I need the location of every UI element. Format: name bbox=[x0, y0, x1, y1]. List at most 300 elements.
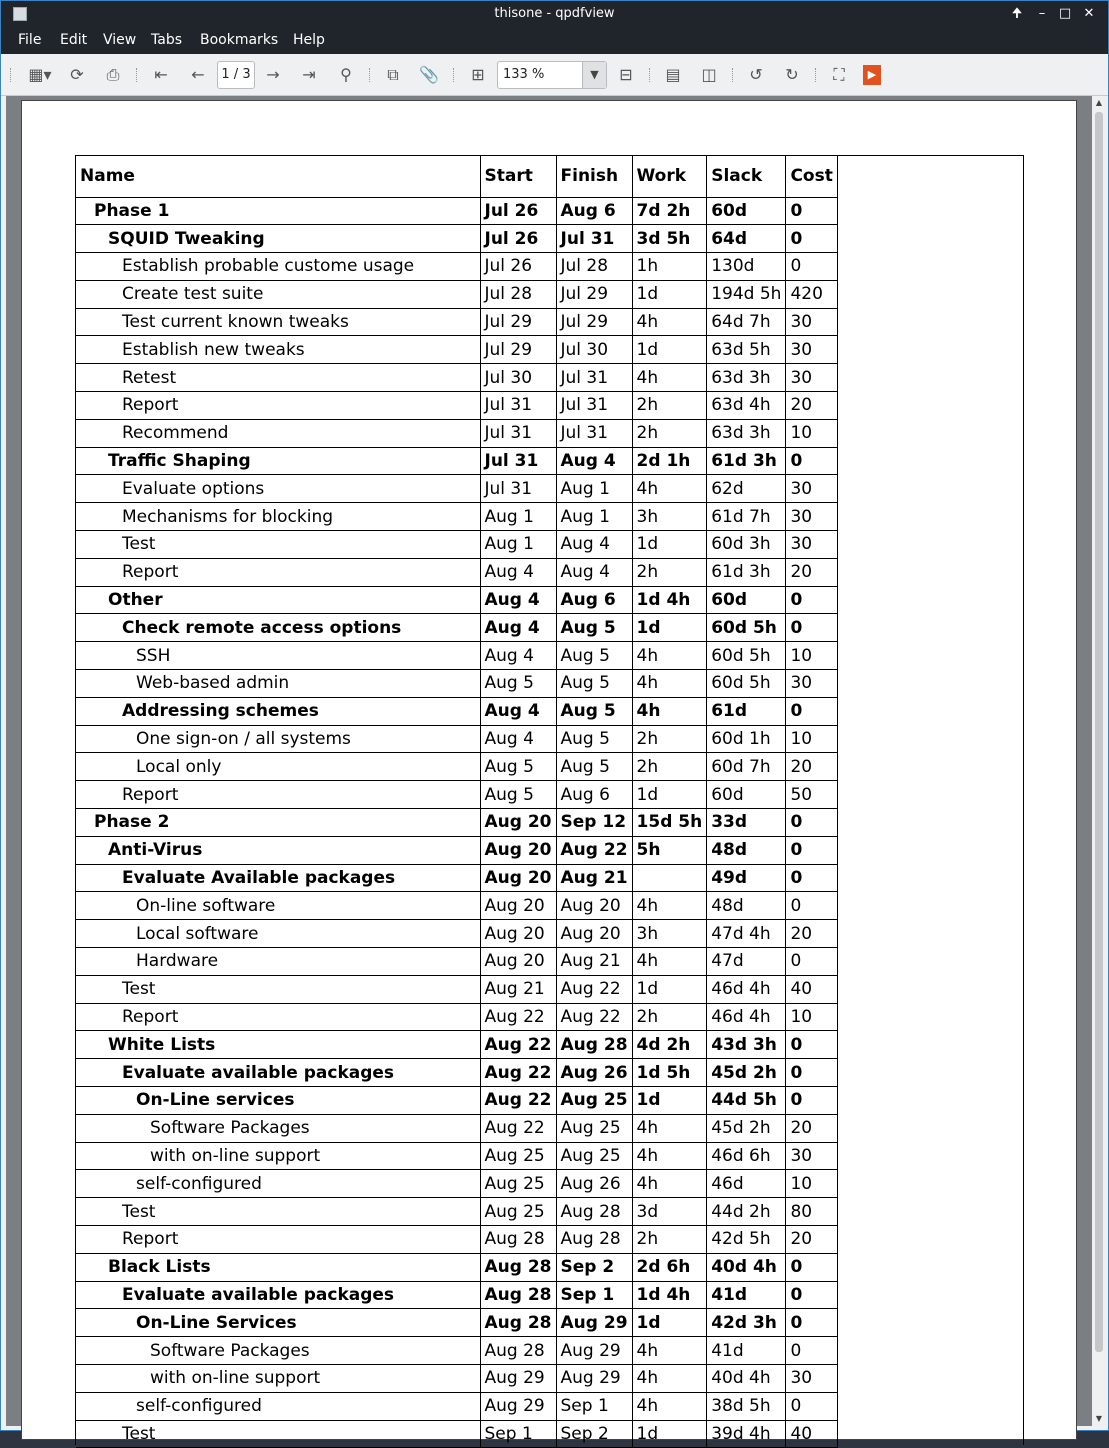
task-start-cell: Aug 4 bbox=[480, 697, 556, 725]
task-name-cell: SSH bbox=[76, 642, 480, 670]
task-name-cell: On-Line Services bbox=[76, 1309, 480, 1337]
task-cost-cell: 0 bbox=[786, 1253, 837, 1281]
task-start-cell: Aug 22 bbox=[480, 1031, 556, 1059]
zoom-out-icon[interactable]: ⊟ bbox=[619, 65, 633, 84]
task-start-cell: Aug 22 bbox=[480, 1114, 556, 1142]
table-row bbox=[76, 253, 837, 281]
task-slack-cell: 46d bbox=[707, 1170, 786, 1198]
task-name-cell: Web-based admin bbox=[76, 670, 480, 698]
task-finish-cell: Jul 29 bbox=[556, 280, 632, 308]
fullscreen-icon[interactable]: ⛶ bbox=[833, 65, 845, 84]
task-cost-cell: 30 bbox=[786, 670, 837, 698]
task-start-cell: Aug 25 bbox=[480, 1170, 556, 1198]
task-finish-cell: Aug 5 bbox=[556, 642, 632, 670]
zoom-select[interactable] bbox=[497, 61, 607, 89]
task-work-cell: 2h bbox=[632, 725, 707, 753]
task-cost-cell: 0 bbox=[786, 1337, 837, 1365]
task-finish-cell: Aug 22 bbox=[556, 836, 632, 864]
task-name-cell: Traffic Shaping bbox=[76, 447, 480, 475]
task-name-cell: Test bbox=[76, 1420, 480, 1448]
task-slack-cell: 60d bbox=[707, 586, 786, 614]
task-start-cell: Aug 28 bbox=[480, 1281, 556, 1309]
task-slack-cell: 60d bbox=[707, 197, 786, 225]
task-name-cell: self-configured bbox=[76, 1392, 480, 1420]
task-slack-cell: 46d 4h bbox=[707, 975, 786, 1003]
task-slack-cell: 46d 4h bbox=[707, 1003, 786, 1031]
task-work-cell: 2h bbox=[632, 558, 707, 586]
task-work-cell: 2h bbox=[632, 1225, 707, 1253]
task-name-cell: Evaluate Available packages bbox=[76, 864, 480, 892]
task-finish-cell: Jul 31 bbox=[556, 419, 632, 447]
search-icon[interactable]: ⚲ bbox=[340, 65, 352, 84]
task-name-cell: Evaluate available packages bbox=[76, 1059, 480, 1087]
task-cost-cell: 20 bbox=[786, 920, 837, 948]
task-work-cell: 4d 2h bbox=[632, 1031, 707, 1059]
task-cost-cell: 0 bbox=[786, 1281, 837, 1309]
task-cost-cell: 10 bbox=[786, 642, 837, 670]
toolbar-separator bbox=[369, 68, 371, 82]
table-row bbox=[76, 642, 837, 670]
task-slack-cell: 63d 4h bbox=[707, 392, 786, 420]
table-row bbox=[76, 725, 837, 753]
toolbar-separator bbox=[453, 68, 455, 82]
table-row bbox=[76, 336, 837, 364]
task-work-cell: 4h bbox=[632, 1170, 707, 1198]
task-cost-cell: 420 bbox=[786, 280, 837, 308]
column-header-start: Start bbox=[480, 156, 556, 197]
task-work-cell: 5h bbox=[632, 836, 707, 864]
task-cost-cell: 0 bbox=[786, 836, 837, 864]
task-finish-cell: Aug 1 bbox=[556, 475, 632, 503]
task-name-cell: Mechanisms for blocking bbox=[76, 503, 480, 531]
table-row bbox=[76, 1087, 837, 1115]
table-row bbox=[76, 475, 837, 503]
table-row bbox=[76, 975, 837, 1003]
task-slack-cell: 45d 2h bbox=[707, 1114, 786, 1142]
column-header-name: Name bbox=[76, 156, 480, 197]
task-cost-cell: 0 bbox=[786, 697, 837, 725]
task-finish-cell: Aug 6 bbox=[556, 586, 632, 614]
task-name-cell: Report bbox=[76, 1225, 480, 1253]
task-start-cell: Aug 20 bbox=[480, 864, 556, 892]
previous-page-icon[interactable]: ← bbox=[191, 65, 205, 84]
task-slack-cell: 41d bbox=[707, 1337, 786, 1365]
task-start-cell: Jul 31 bbox=[480, 475, 556, 503]
task-work-cell: 4h bbox=[632, 892, 707, 920]
task-cost-cell: 0 bbox=[786, 586, 837, 614]
task-start-cell: Aug 5 bbox=[480, 670, 556, 698]
task-slack-cell: 46d 6h bbox=[707, 1142, 786, 1170]
scroll-down-icon[interactable]: ▼ bbox=[1095, 1414, 1103, 1423]
refresh-icon[interactable]: ⟳ bbox=[70, 65, 84, 84]
task-start-cell: Aug 4 bbox=[480, 642, 556, 670]
column-header-cost: Cost bbox=[786, 156, 837, 197]
task-cost-cell: 50 bbox=[786, 781, 837, 809]
task-slack-cell: 60d 1h bbox=[707, 725, 786, 753]
table-row bbox=[76, 1170, 837, 1198]
task-name-cell: Check remote access options bbox=[76, 614, 480, 642]
task-slack-cell: 44d 5h bbox=[707, 1087, 786, 1115]
two-page-layout-icon[interactable]: ◫ bbox=[701, 65, 717, 84]
task-name-cell: Test current known tweaks bbox=[76, 308, 480, 336]
close-icon[interactable]: ✕ bbox=[1083, 6, 1095, 21]
task-name-cell: with on-line support bbox=[76, 1142, 480, 1170]
table-row bbox=[76, 1281, 837, 1309]
task-work-cell: 2d 6h bbox=[632, 1253, 707, 1281]
vertical-scrollbar[interactable] bbox=[1092, 96, 1106, 1426]
table-row bbox=[76, 419, 837, 447]
task-work-cell: 1d bbox=[632, 336, 707, 364]
task-cost-cell: 0 bbox=[786, 809, 837, 837]
menu-file[interactable]: File bbox=[18, 32, 42, 48]
task-start-cell: Aug 4 bbox=[480, 614, 556, 642]
task-finish-cell: Aug 29 bbox=[556, 1337, 632, 1365]
task-work-cell: 1d bbox=[632, 614, 707, 642]
task-finish-cell: Aug 20 bbox=[556, 892, 632, 920]
task-work-cell: 1d 4h bbox=[632, 1281, 707, 1309]
print-icon[interactable]: ⎙ bbox=[106, 65, 120, 84]
task-start-cell: Aug 4 bbox=[480, 586, 556, 614]
task-work-cell: 2h bbox=[632, 419, 707, 447]
task-start-cell: Aug 1 bbox=[480, 531, 556, 559]
task-finish-cell: Aug 1 bbox=[556, 503, 632, 531]
task-slack-cell: 62d bbox=[707, 475, 786, 503]
task-work-cell: 3h bbox=[632, 503, 707, 531]
task-slack-cell: 40d 4h bbox=[707, 1253, 786, 1281]
task-cost-cell: 30 bbox=[786, 1142, 837, 1170]
task-name-cell: On-Line services bbox=[76, 1087, 480, 1115]
task-slack-cell: 64d 7h bbox=[707, 308, 786, 336]
table-row bbox=[76, 892, 837, 920]
task-start-cell: Aug 5 bbox=[480, 781, 556, 809]
task-finish-cell: Aug 26 bbox=[556, 1170, 632, 1198]
task-finish-cell: Aug 5 bbox=[556, 614, 632, 642]
task-cost-cell: 20 bbox=[786, 558, 837, 586]
task-name-cell: Recommend bbox=[76, 419, 480, 447]
task-slack-cell: 45d 2h bbox=[707, 1059, 786, 1087]
first-page-icon[interactable]: ⇤ bbox=[154, 65, 168, 84]
table-row bbox=[76, 920, 837, 948]
task-work-cell: 3d 5h bbox=[632, 225, 707, 253]
task-cost-cell: 20 bbox=[786, 1225, 837, 1253]
task-start-cell: Aug 20 bbox=[480, 809, 556, 837]
task-slack-cell: 60d 5h bbox=[707, 670, 786, 698]
open-menu-icon[interactable]: ▦▾ bbox=[28, 65, 52, 84]
task-name-cell: Black Lists bbox=[76, 1253, 480, 1281]
table-row bbox=[76, 697, 837, 725]
task-cost-cell: 0 bbox=[786, 447, 837, 475]
last-page-icon[interactable]: ⇥ bbox=[302, 65, 316, 84]
task-slack-cell: 60d 5h bbox=[707, 642, 786, 670]
task-finish-cell: Aug 26 bbox=[556, 1059, 632, 1087]
task-start-cell: Jul 31 bbox=[480, 447, 556, 475]
task-finish-cell: Aug 29 bbox=[556, 1309, 632, 1337]
task-slack-cell: 63d 3h bbox=[707, 364, 786, 392]
task-name-cell: Addressing schemes bbox=[76, 697, 480, 725]
window-title: thisone - qpdfview bbox=[494, 6, 615, 21]
toolbar-separator bbox=[136, 68, 138, 82]
task-slack-cell: 38d 5h bbox=[707, 1392, 786, 1420]
task-work-cell: 1d bbox=[632, 531, 707, 559]
task-cost-cell: 30 bbox=[786, 531, 837, 559]
task-work-cell: 4h bbox=[632, 1392, 707, 1420]
task-slack-cell: 61d bbox=[707, 697, 786, 725]
task-cost-cell: 0 bbox=[786, 864, 837, 892]
task-name-cell: Retest bbox=[76, 364, 480, 392]
task-slack-cell: 41d bbox=[707, 1281, 786, 1309]
task-slack-cell: 64d bbox=[707, 225, 786, 253]
task-slack-cell: 43d 3h bbox=[707, 1031, 786, 1059]
task-start-cell: Jul 29 bbox=[480, 308, 556, 336]
task-work-cell: 4h bbox=[632, 670, 707, 698]
column-header-slack: Slack bbox=[707, 156, 786, 197]
task-cost-cell: 10 bbox=[786, 419, 837, 447]
task-name-cell: Hardware bbox=[76, 948, 480, 976]
task-table bbox=[76, 156, 838, 1448]
task-cost-cell: 0 bbox=[786, 614, 837, 642]
task-cost-cell: 0 bbox=[786, 253, 837, 281]
table-row bbox=[76, 1420, 837, 1448]
task-name-cell: Report bbox=[76, 558, 480, 586]
task-start-cell: Sep 1 bbox=[480, 1420, 556, 1448]
task-start-cell: Jul 31 bbox=[480, 419, 556, 447]
task-finish-cell: Aug 25 bbox=[556, 1142, 632, 1170]
task-cost-cell: 10 bbox=[786, 725, 837, 753]
rotate-right-icon[interactable]: ↻ bbox=[785, 65, 799, 84]
task-slack-cell: 47d bbox=[707, 948, 786, 976]
task-start-cell: Aug 20 bbox=[480, 948, 556, 976]
menu-edit[interactable]: Edit bbox=[60, 32, 88, 48]
task-finish-cell: Aug 28 bbox=[556, 1031, 632, 1059]
task-slack-cell: 61d 3h bbox=[707, 447, 786, 475]
task-start-cell: Aug 25 bbox=[480, 1142, 556, 1170]
task-slack-cell: 60d 5h bbox=[707, 614, 786, 642]
toolbar-separator bbox=[10, 68, 12, 82]
task-finish-cell: Aug 29 bbox=[556, 1364, 632, 1392]
title-bar bbox=[1, 1, 1108, 27]
table-row bbox=[76, 392, 837, 420]
task-cost-cell: 0 bbox=[786, 1309, 837, 1337]
task-slack-cell: 61d 3h bbox=[707, 558, 786, 586]
task-finish-cell: Aug 22 bbox=[556, 975, 632, 1003]
scroll-up-icon[interactable]: ▲ bbox=[1095, 98, 1103, 107]
task-finish-cell: Aug 5 bbox=[556, 697, 632, 725]
task-slack-cell: 47d 4h bbox=[707, 920, 786, 948]
task-start-cell: Aug 4 bbox=[480, 725, 556, 753]
task-work-cell: 15d 5h bbox=[632, 809, 707, 837]
task-start-cell: Jul 26 bbox=[480, 253, 556, 281]
attachment-icon[interactable]: 📎 bbox=[419, 65, 439, 84]
task-work-cell: 1d bbox=[632, 781, 707, 809]
task-name-cell: White Lists bbox=[76, 1031, 480, 1059]
table-row bbox=[76, 308, 837, 336]
task-start-cell: Aug 1 bbox=[480, 503, 556, 531]
task-finish-cell: Sep 12 bbox=[556, 809, 632, 837]
task-name-cell: On-line software bbox=[76, 892, 480, 920]
toolbar-separator bbox=[732, 68, 734, 82]
toolbar-separator bbox=[815, 68, 817, 82]
keep-above-icon[interactable]: 🠉 bbox=[1011, 6, 1023, 21]
task-finish-cell: Sep 2 bbox=[556, 1420, 632, 1448]
task-start-cell: Aug 28 bbox=[480, 1309, 556, 1337]
page-number-input[interactable]: 1 / 3 bbox=[217, 61, 255, 89]
task-cost-cell: 0 bbox=[786, 225, 837, 253]
table-row bbox=[76, 447, 837, 475]
task-work-cell: 4h bbox=[632, 1142, 707, 1170]
task-slack-cell: 48d bbox=[707, 892, 786, 920]
table-row bbox=[76, 1031, 837, 1059]
task-start-cell: Aug 20 bbox=[480, 892, 556, 920]
zoom-value: 133 % bbox=[503, 67, 545, 82]
task-finish-cell: Sep 2 bbox=[556, 1253, 632, 1281]
toolbar-separator bbox=[649, 68, 651, 82]
document-viewport[interactable] bbox=[6, 96, 1092, 1444]
task-name-cell: Local only bbox=[76, 753, 480, 781]
task-start-cell: Jul 26 bbox=[480, 225, 556, 253]
task-finish-cell: Aug 25 bbox=[556, 1087, 632, 1115]
task-cost-cell: 30 bbox=[786, 364, 837, 392]
task-work-cell: 4h bbox=[632, 948, 707, 976]
task-start-cell: Aug 28 bbox=[480, 1337, 556, 1365]
task-cost-cell: 0 bbox=[786, 1031, 837, 1059]
task-cost-cell: 10 bbox=[786, 1170, 837, 1198]
task-name-cell: Create test suite bbox=[76, 280, 480, 308]
task-finish-cell: Aug 21 bbox=[556, 948, 632, 976]
task-work-cell: 1d bbox=[632, 1420, 707, 1448]
task-finish-cell: Jul 28 bbox=[556, 253, 632, 281]
table-row bbox=[76, 1392, 837, 1420]
task-start-cell: Jul 31 bbox=[480, 392, 556, 420]
maximize-icon[interactable]: □ bbox=[1058, 6, 1072, 21]
task-slack-cell: 44d 2h bbox=[707, 1198, 786, 1226]
task-name-cell: Report bbox=[76, 392, 480, 420]
task-finish-cell: Aug 6 bbox=[556, 197, 632, 225]
task-finish-cell: Aug 4 bbox=[556, 447, 632, 475]
table-row bbox=[76, 280, 837, 308]
toolbar bbox=[1, 54, 1108, 96]
task-name-cell: Evaluate available packages bbox=[76, 1281, 480, 1309]
task-cost-cell: 30 bbox=[786, 308, 837, 336]
pdf-page bbox=[21, 100, 1077, 1444]
task-start-cell: Aug 21 bbox=[480, 975, 556, 1003]
task-name-cell: Establish new tweaks bbox=[76, 336, 480, 364]
task-finish-cell: Jul 31 bbox=[556, 364, 632, 392]
task-cost-cell: 0 bbox=[786, 1059, 837, 1087]
menu-bookmarks[interactable]: Bookmarks bbox=[200, 32, 279, 48]
task-work-cell: 4h bbox=[632, 1337, 707, 1365]
task-name-cell: Phase 2 bbox=[76, 809, 480, 837]
task-start-cell: Aug 22 bbox=[480, 1003, 556, 1031]
table-row bbox=[76, 558, 837, 586]
task-name-cell: Other bbox=[76, 586, 480, 614]
presentation-icon[interactable]: ▶ bbox=[863, 65, 881, 85]
task-name-cell: Phase 1 bbox=[76, 197, 480, 225]
task-cost-cell: 30 bbox=[786, 503, 837, 531]
task-work-cell: 4h bbox=[632, 1114, 707, 1142]
table-row bbox=[76, 1364, 837, 1392]
task-start-cell: Jul 28 bbox=[480, 280, 556, 308]
table-row bbox=[76, 1059, 837, 1087]
task-cost-cell: 0 bbox=[786, 197, 837, 225]
single-page-layout-icon[interactable]: ▤ bbox=[665, 65, 681, 84]
task-start-cell: Aug 28 bbox=[480, 1253, 556, 1281]
zoom-in-icon[interactable]: ⊞ bbox=[471, 65, 485, 84]
task-start-cell: Jul 30 bbox=[480, 364, 556, 392]
scrollbar-thumb[interactable] bbox=[1095, 112, 1103, 1352]
task-slack-cell: 39d 4h bbox=[707, 1420, 786, 1448]
task-name-cell: Software Packages bbox=[76, 1337, 480, 1365]
next-page-icon[interactable]: → bbox=[266, 65, 280, 84]
chevron-down-icon[interactable]: ▼ bbox=[582, 62, 606, 88]
task-work-cell: 4h bbox=[632, 364, 707, 392]
task-slack-cell: 33d bbox=[707, 809, 786, 837]
task-work-cell: 3h bbox=[632, 920, 707, 948]
copy-icon[interactable]: ⧉ bbox=[387, 65, 399, 84]
table-row bbox=[76, 503, 837, 531]
menu-tabs[interactable]: Tabs bbox=[151, 32, 182, 48]
table-row bbox=[76, 1114, 837, 1142]
task-name-cell: Software Packages bbox=[76, 1114, 480, 1142]
menu-help[interactable]: Help bbox=[293, 32, 325, 48]
table-row bbox=[76, 364, 837, 392]
rotate-left-icon[interactable]: ↺ bbox=[749, 65, 763, 84]
task-slack-cell: 63d 3h bbox=[707, 419, 786, 447]
task-finish-cell: Jul 31 bbox=[556, 225, 632, 253]
task-cost-cell: 0 bbox=[786, 892, 837, 920]
task-start-cell: Aug 22 bbox=[480, 1087, 556, 1115]
task-finish-cell: Sep 1 bbox=[556, 1281, 632, 1309]
task-finish-cell: Aug 22 bbox=[556, 1003, 632, 1031]
task-finish-cell: Aug 20 bbox=[556, 920, 632, 948]
task-cost-cell: 20 bbox=[786, 392, 837, 420]
task-slack-cell: 63d 5h bbox=[707, 336, 786, 364]
task-slack-cell: 49d bbox=[707, 864, 786, 892]
task-start-cell: Aug 25 bbox=[480, 1198, 556, 1226]
minimize-icon[interactable]: – bbox=[1038, 6, 1046, 21]
task-finish-cell: Aug 21 bbox=[556, 864, 632, 892]
table-row bbox=[76, 1003, 837, 1031]
task-work-cell: 4h bbox=[632, 475, 707, 503]
task-name-cell: One sign-on / all systems bbox=[76, 725, 480, 753]
task-cost-cell: 10 bbox=[786, 1003, 837, 1031]
column-header-finish: Finish bbox=[556, 156, 632, 197]
task-slack-cell: 60d 3h bbox=[707, 531, 786, 559]
task-slack-cell: 42d 3h bbox=[707, 1309, 786, 1337]
task-finish-cell: Aug 4 bbox=[556, 558, 632, 586]
task-work-cell: 1d bbox=[632, 280, 707, 308]
table-row bbox=[76, 836, 837, 864]
menu-view[interactable]: View bbox=[103, 32, 137, 48]
menu-bar bbox=[1, 27, 1108, 54]
task-slack-cell: 48d bbox=[707, 836, 786, 864]
task-work-cell: 1h bbox=[632, 253, 707, 281]
task-start-cell: Aug 29 bbox=[480, 1392, 556, 1420]
task-start-cell: Aug 22 bbox=[480, 1059, 556, 1087]
task-start-cell: Aug 20 bbox=[480, 920, 556, 948]
task-work-cell: 1d bbox=[632, 975, 707, 1003]
task-slack-cell: 194d 5h bbox=[707, 280, 786, 308]
task-slack-cell: 60d bbox=[707, 781, 786, 809]
task-finish-cell: Aug 6 bbox=[556, 781, 632, 809]
task-finish-cell: Aug 28 bbox=[556, 1198, 632, 1226]
task-name-cell: Test bbox=[76, 975, 480, 1003]
task-cost-cell: 40 bbox=[786, 975, 837, 1003]
table-row bbox=[76, 1337, 837, 1365]
task-start-cell: Aug 5 bbox=[480, 753, 556, 781]
task-work-cell: 1d 5h bbox=[632, 1059, 707, 1087]
task-finish-cell: Aug 28 bbox=[556, 1225, 632, 1253]
task-slack-cell: 61d 7h bbox=[707, 503, 786, 531]
